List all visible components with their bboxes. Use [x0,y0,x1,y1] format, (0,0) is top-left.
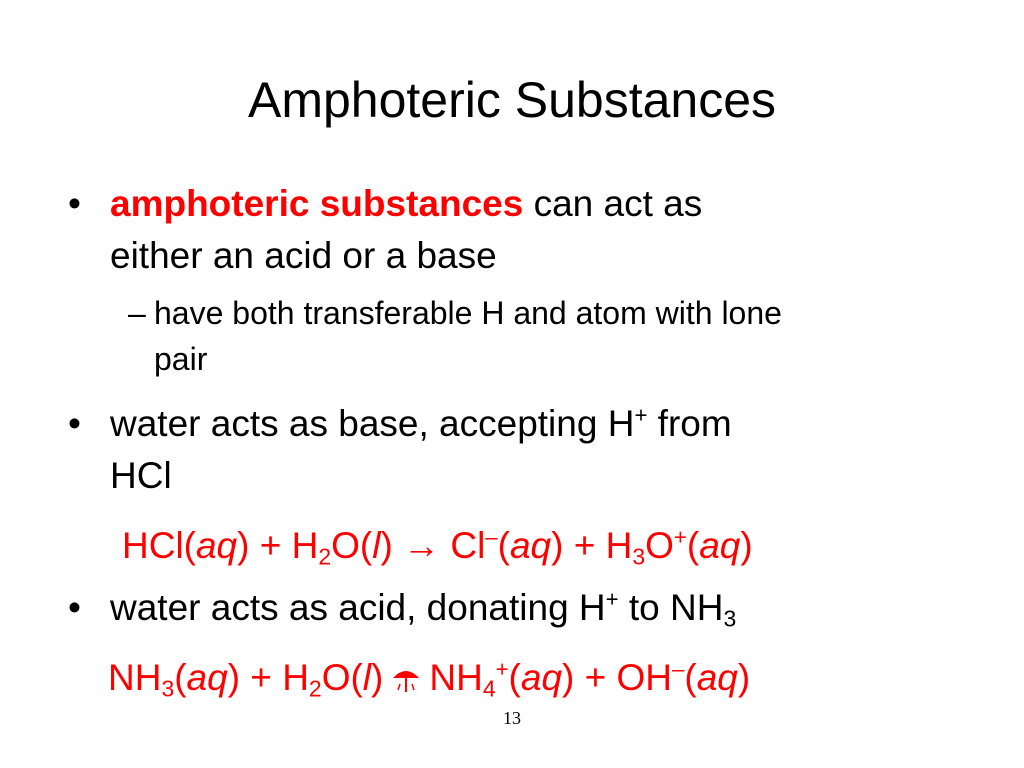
eq-subscript: 3 [632,543,646,570]
subbullet-line2: pair [154,341,208,377]
bullet-text-line2: either an acid or a base [110,235,497,276]
eq-subscript: 2 [318,543,332,570]
eq-superscript: + [495,656,509,682]
bullet-text-part: to NH [618,587,724,628]
eq-text: ) → Cl [380,525,486,566]
eq-text: ( [686,525,700,566]
eq-text: ( [174,657,187,698]
bullet-text-rest: can act as [523,183,703,224]
bullet-text [110,398,928,502]
bullet-marker: • [68,183,81,224]
eq-state: l [372,525,381,566]
subscript: 3 [723,605,737,632]
bullet-water-base [68,398,928,502]
superscript: + [634,402,648,428]
bullet-marker: • [68,403,81,444]
eq-state: aq [195,525,238,566]
eq-superscript: + [673,524,687,550]
eq-text: ) [371,657,384,698]
eq-subscript: 2 [308,675,322,702]
slide-title: Amphoteric Substances [247,72,777,128]
eq-text: HCl( [122,525,196,566]
bullet-marker: • [68,587,81,628]
eq-text: ) + H [237,525,319,566]
bullet-water-acid [68,582,928,634]
eq-state: l [362,657,372,698]
bullet-text [110,178,928,282]
eq-state: aq [520,657,563,698]
eq-text: ) + OH [562,657,673,698]
bullet-text [110,582,928,634]
eq-subscript: 4 [482,675,496,702]
subbullet-marker: – [128,295,146,331]
eq-superscript: – [485,524,498,550]
bullet-text-part: water acts as base, accepting H [110,403,635,444]
eq-text: ( [497,525,510,566]
subbullet-text [154,290,948,382]
bullet-text-line2: HCl [110,455,172,496]
eq-text: ) + H [227,657,309,698]
eq-text: O [645,525,674,566]
page-number: 13 [503,708,521,728]
eq-state: aq [696,657,738,698]
eq-text: ( [684,657,697,698]
eq-text: O( [331,525,373,566]
eq-state: aq [699,525,741,566]
eq-superscript: – [672,656,685,682]
bullet-amphoteric [68,178,928,282]
bullet-text-part: from [647,403,732,444]
eq-text: O( [321,657,363,698]
eq-state: aq [509,525,552,566]
eq-text: ) [740,525,753,566]
eq-state: aq [186,657,228,698]
superscript: + [605,586,619,612]
bullet-text-part: water acts as acid, donating H [110,587,606,628]
subbullet-lone-pair [128,290,948,382]
eq-text: ( [508,657,521,698]
eq-text: ) [737,657,751,698]
eq-text: NH [108,657,162,698]
subbullet-line1: have both transferable H and atom with lone [154,295,782,331]
eq-subscript: 3 [161,675,175,702]
eq-text: ) + H [551,525,633,566]
eq-text: NH [429,657,483,698]
equation-nh3-water [108,652,750,704]
key-term: amphoteric substances [110,183,524,224]
equilibrium-arrow-icon [387,662,425,698]
equation-hcl-water [122,520,753,572]
